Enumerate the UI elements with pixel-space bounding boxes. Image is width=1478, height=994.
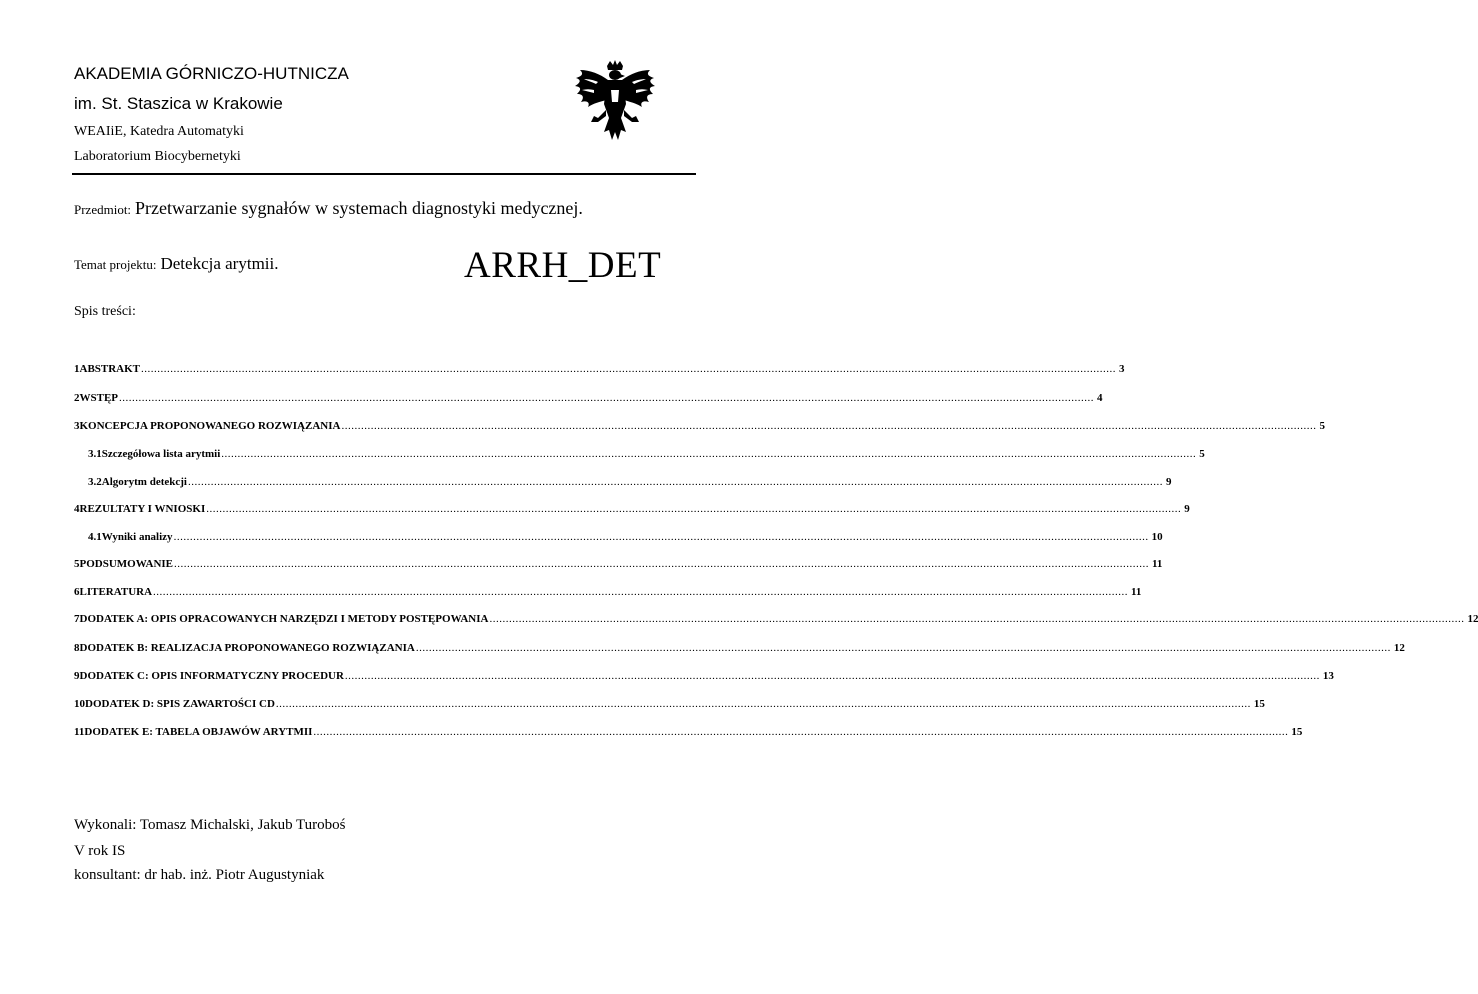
topic-line [74,254,279,274]
toc-entry-page: 11 [1131,586,1142,598]
toc-entry[interactable] [74,586,1142,598]
toc-entry-page: 12 [1393,642,1405,654]
toc-entry-page: 3 [1119,363,1125,375]
toc-entry[interactable] [74,698,1265,710]
toc-entry[interactable] [74,503,1190,515]
toc-entry-title: REZULTATY I WNIOSKI [79,503,206,515]
toc-entry-number: 9 [74,670,80,682]
toc-entry-title: KONCEPCJA PROPONOWANEGO ROZWIĄZANIA [79,420,341,432]
subject-value: Przetwarzanie sygnałów w systemach diagnostyki medycznej. [135,198,583,218]
header-divider [72,173,696,175]
toc-leader-dots: ............................................................................................................................................................................................................................................................................................................ [344,670,1320,682]
topic-label: Temat projektu: [74,257,157,272]
toc-entry-number: 3.2 [88,476,102,488]
toc-entry-number: 11 [74,726,85,738]
toc-entry-title: DODATEK B: REALIZACJA PROPONOWANEGO ROZWIĄZANIA [79,642,415,654]
toc-entry-title: PODSUMOWANIE [79,558,174,570]
toc-entry-title: DODATEK A: OPIS OPRACOWANYCH NARZĘDZI I METODY POSTĘPOWANIA [79,613,489,625]
toc-entry-page: 15 [1253,698,1265,710]
authors-line: Wykonali: Tomasz Michalski, Jakub Turoboś [74,817,346,833]
toc-entry[interactable] [74,613,1478,625]
project-code: ARRH_DET [464,245,662,286]
toc-entry[interactable] [74,670,1334,682]
toc-entry-page: 11 [1152,558,1163,570]
topic-value: Detekcja arytmii. [160,254,279,273]
toc-entry-number: 7 [74,613,80,625]
toc-entry-number: 1 [74,363,80,375]
toc-entry[interactable] [74,558,1163,570]
toc-leader-dots: ............................................................................................................................................................................................................................................................................................................ [174,558,1150,570]
toc-entry-title: DODATEK C: OPIS INFORMATYCZNY PROCEDUR [79,670,344,682]
toc-entry-title: Szczegółowa lista arytmii [101,448,221,460]
toc-entry-title: DODATEK D: SPIS ZAWARTOŚCI CD [85,698,275,710]
study-year: V rok IS [74,843,126,859]
toc-entry-number: 5 [74,558,80,570]
toc-entry[interactable] [74,642,1405,654]
toc-entry-page: 9 [1165,476,1172,488]
toc-entry-page: 13 [1322,670,1334,682]
toc-leader-dots: ............................................................................................................................................................................................................................................................................................................ [313,726,1289,738]
toc-entry-title: Algorytm detekcji [101,476,187,488]
toc-entry[interactable] [74,420,1325,432]
toc-entry[interactable] [74,363,1125,375]
toc-entry-number: 4 [74,503,80,515]
toc-entry[interactable] [88,531,1163,543]
toc-entry-number: 2 [74,392,80,404]
toc-leader-dots: ............................................................................................................................................................................................................................................................................................................ [221,448,1197,460]
toc-entry-title: DODATEK E: TABELA OBJAWÓW ARYTMII [84,726,313,738]
toc-entry-number: 10 [74,698,85,710]
toc-leader-dots: ............................................................................................................................................................................................................................................................................................................ [489,613,1465,625]
toc-entry-page: 5 [1199,448,1205,460]
toc-entry-page: 15 [1291,726,1303,738]
toc-entry[interactable] [74,726,1303,738]
toc-leader-dots: ............................................................................................................................................................................................................................................................................................................ [415,642,1391,654]
toc-entry-title: Wyniki analizy [101,531,173,543]
toc-entry-page: 12 [1467,613,1478,625]
laboratory-name: Laboratorium Biocybernetyki [74,149,241,164]
subject-label: Przedmiot: [74,202,132,217]
toc-leader-dots: ............................................................................................................................................................................................................................................................................................................ [187,476,1163,488]
toc-leader-dots: ............................................................................................................................................................................................................................................................................................................ [275,698,1251,710]
toc-entry[interactable] [88,476,1172,488]
university-subtitle: im. St. Staszica w Krakowie [74,94,283,113]
toc-leader-dots: ............................................................................................................................................................................................................................................................................................................ [153,586,1129,598]
toc-entry-title: LITERATURA [79,586,153,598]
eagle-emblem-icon [574,60,656,146]
consultant-line: konsultant: dr hab. inż. Piotr Augustyniak [74,867,325,883]
toc-entry[interactable] [74,392,1103,404]
toc-leader-dots: ............................................................................................................................................................................................................................................................................................................ [206,503,1182,515]
toc-entry-title: WSTĘP [79,392,119,404]
department-name: WEAIiE, Katedra Automatyki [74,124,244,139]
toc-entry-number: 3.1 [88,448,102,460]
toc-entry-page: 10 [1151,531,1163,543]
toc-entry-number: 3 [74,420,80,432]
toc-entry-page: 5 [1319,420,1325,432]
toc-entry-page: 9 [1184,503,1190,515]
subject-line [74,198,583,219]
toc-leader-dots: ............................................................................................................................................................................................................................................................................................................ [173,531,1149,543]
toc-leader-dots: ............................................................................................................................................................................................................................................................................................................ [341,420,1317,432]
toc-entry[interactable] [88,448,1205,460]
toc-entry-page: 4 [1097,392,1103,404]
toc-entry-number: 4.1 [88,531,102,543]
toc-entry-number: 6 [74,586,80,598]
toc-title: Spis treści: [74,304,136,319]
toc-entry-title: ABSTRAKT [79,363,141,375]
toc-entry-number: 8 [74,642,80,654]
toc-leader-dots: ............................................................................................................................................................................................................................................................................................................ [141,363,1117,375]
university-name: AKADEMIA GÓRNICZO-HUTNICZA [74,64,349,83]
toc-leader-dots: ............................................................................................................................................................................................................................................................................................................ [119,392,1095,404]
